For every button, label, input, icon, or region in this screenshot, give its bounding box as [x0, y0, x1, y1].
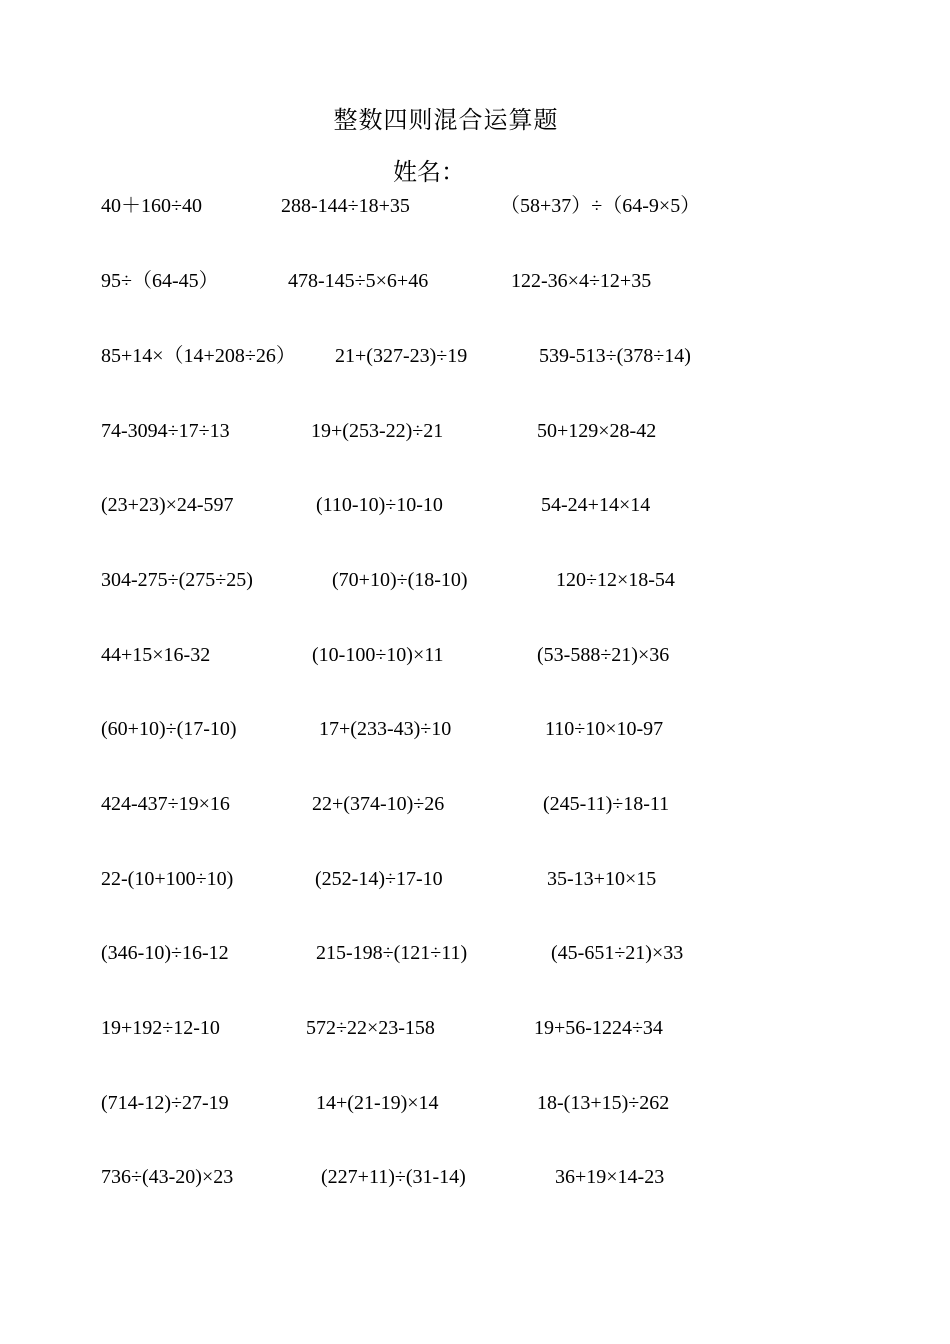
problem-expression: (245-11)÷18-11 — [543, 793, 670, 815]
problem-expression: 40＋160÷40 — [101, 195, 202, 217]
problem-expression: 19+192÷12-10 — [101, 1017, 220, 1039]
problem-expression: 21+(327-23)÷19 — [335, 345, 468, 367]
problem-expression: (23+23)×24-597 — [101, 494, 234, 516]
problem-expression: 35-13+10×15 — [547, 868, 657, 890]
problem-expression: 304-275÷(275÷25) — [101, 569, 253, 591]
problem-expression: 478-145÷5×6+46 — [288, 270, 429, 292]
problem-expression: 95÷（64-45） — [101, 270, 219, 292]
problem-expression: (346-10)÷16-12 — [101, 942, 229, 964]
problem-expression: (110-10)÷10-10 — [316, 494, 443, 516]
name-label: 姓名： — [393, 160, 465, 186]
problem-expression: 14+(21-19)×14 — [316, 1092, 439, 1114]
problem-expression: 44+15×16-32 — [101, 644, 211, 666]
problem-expression: (10-100÷10)×11 — [312, 644, 444, 666]
problem-expression: 17+(233-43)÷10 — [319, 718, 452, 740]
problem-expression: (53-588÷21)×36 — [537, 644, 670, 666]
problem-expression: (252-14)÷17-10 — [315, 868, 443, 890]
problem-expression: 22-(10+100÷10) — [101, 868, 234, 890]
problem-expression: (70+10)÷(18-10) — [332, 569, 468, 591]
problem-expression: 122-36×4÷12+35 — [511, 270, 652, 292]
problem-expression: 36+19×14-23 — [555, 1166, 665, 1188]
problem-expression: 22+(374-10)÷26 — [312, 793, 445, 815]
problem-expression: 539-513÷(378÷14) — [539, 345, 691, 367]
problem-expression: 50+129×28-42 — [537, 420, 657, 442]
problem-expression: 19+56-1224÷34 — [534, 1017, 663, 1039]
problem-expression: 19+(253-22)÷21 — [311, 420, 444, 442]
problem-expression: 54-24+14×14 — [541, 494, 651, 516]
problem-expression: (714-12)÷27-19 — [101, 1092, 229, 1114]
problem-expression: 85+14×（14+208÷26） — [101, 345, 296, 367]
problem-expression: 120÷12×18-54 — [556, 569, 675, 591]
problem-expression: 424-437÷19×16 — [101, 793, 230, 815]
problem-expression: 110÷10×10-97 — [545, 718, 664, 740]
problem-expression: 215-198÷(121÷11) — [316, 942, 468, 964]
problem-expression: 288-144÷18+35 — [281, 195, 410, 217]
problem-expression: 572÷22×23-158 — [306, 1017, 435, 1039]
worksheet-title: 整数四则混合运算题 — [333, 108, 559, 134]
problem-expression: (227+11)÷(31-14) — [321, 1166, 466, 1188]
problem-expression: （58+37）÷（64-9×5） — [500, 195, 701, 217]
problem-expression: (60+10)÷(17-10) — [101, 718, 237, 740]
problem-expression: 74-3094÷17÷13 — [101, 420, 230, 442]
problem-expression: 18-(13+15)÷262 — [537, 1092, 670, 1114]
problem-expression: (45-651÷21)×33 — [551, 942, 684, 964]
problem-expression: 736÷(43-20)×23 — [101, 1166, 234, 1188]
